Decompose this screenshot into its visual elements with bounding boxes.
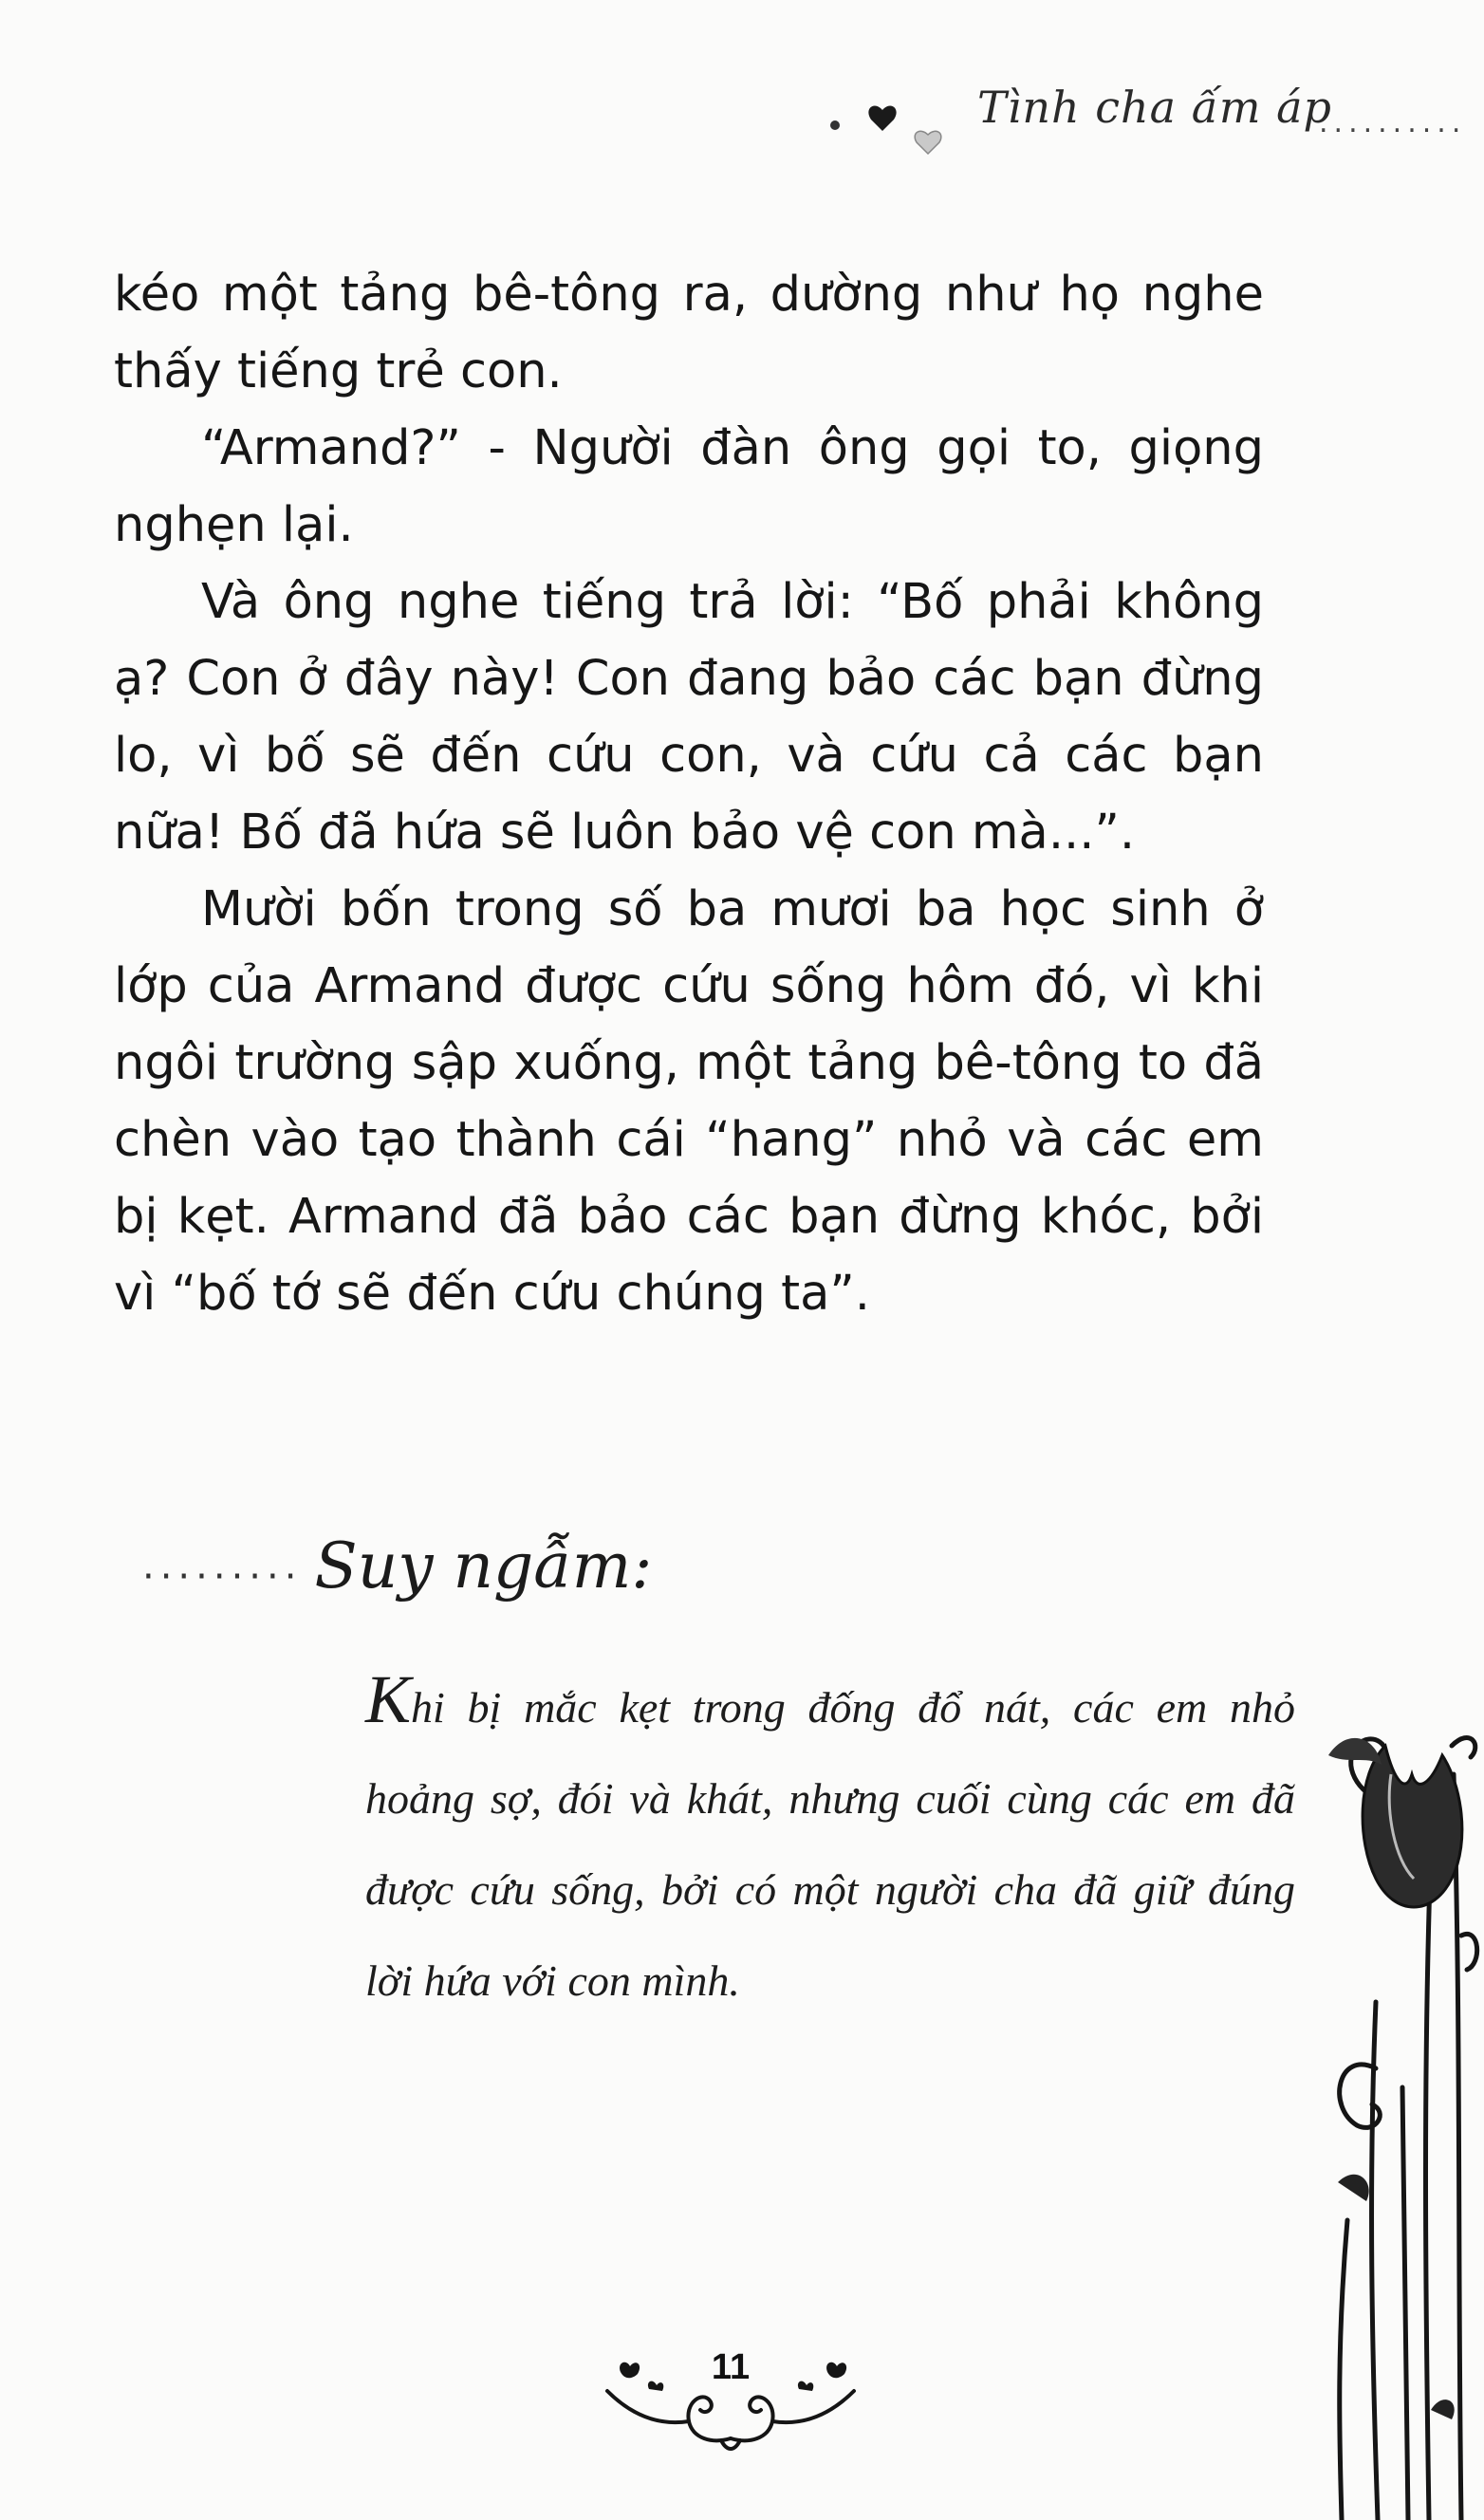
reflection-heading-dots: ......... — [142, 1544, 303, 1588]
tulip-flower-ornament-icon — [1319, 1689, 1484, 2520]
paragraph-2: “Armand?” - Người đàn ông gọi to, giọng nghẹn lại. — [114, 420, 1264, 553]
hearts-ornament-icon — [816, 91, 968, 167]
paragraph-1: kéo một tảng bê-tông ra, dường như họ nghe thấy tiếng trẻ con. — [114, 267, 1264, 399]
page-number: 11 — [711, 2347, 751, 2387]
running-header — [816, 82, 1480, 186]
running-header-dots: .......... — [1319, 106, 1467, 139]
reflection-body: hi bị mắc kẹt trong đống đổ nát, các em nhỏ hoảng sợ, đói và khát, nhưng cuối cùng các em đã được cứu sống, bởi có một người cha đã giữ đúng lời hứa với con mình. — [365, 1683, 1295, 2005]
reflection-heading-label: Suy ngẫm: — [314, 1529, 653, 1603]
paragraph-4: Mười bốn trong số ba mươi ba học sinh ở lớp của Armand được cứu sống hôm đó, vì khi ngôi trường sập xuống, một tảng bê-tông to đã chèn vào tạo thành cái “hang” nhỏ và các em bị kẹt. Armand đã bảo các bạn đừng khóc, bởi vì “bố tớ sẽ đến cứu chúng ta”. — [114, 881, 1264, 1322]
page-footer — [588, 2334, 873, 2457]
reflection-dropcap: K — [365, 1661, 412, 1737]
running-header-title: Tình cha ấm áp — [977, 82, 1333, 133]
paragraph-3: Và ông nghe tiếng trả lời: “Bố phải không ạ? Con ở đây này! Con đang bảo các bạn đừng lo, vì bố sẽ đến cứu con, và cứu cả các bạn nữa! Bố đã hứa sẽ luôn bảo vệ con mà...”. — [114, 574, 1264, 861]
story-text — [114, 256, 1264, 1332]
reflection-heading — [142, 1529, 653, 1624]
reflection-text — [365, 1662, 1295, 2027]
